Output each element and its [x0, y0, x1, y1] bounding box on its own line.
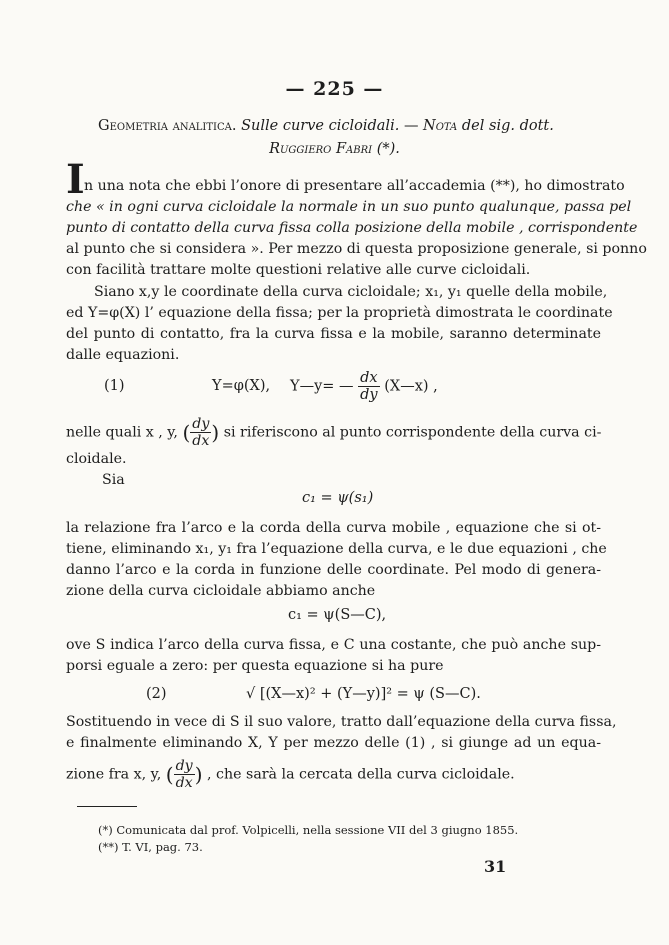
text-line: porsi eguale a zero: per questa equazione si ha pure — [66, 658, 444, 674]
text-line: tiene, eliminando x₁, y₁ fra l’equazione della curva, e le due equazioni , che — [66, 541, 607, 557]
fraction-denominator: dx — [192, 433, 210, 449]
text-line: che « in ogni curva cicloidale la normale in un suo punto qualunque, passa pel — [66, 199, 632, 215]
text-line: con facilità trattare molte questioni relative alle curve cicloidali. — [66, 262, 531, 278]
text-fragment: zione fra x, y, — [66, 766, 162, 783]
equation-1b — [290, 370, 438, 403]
text-line: punto di contatto della curva fissa colla posizione della mobile , corrispondente — [66, 220, 638, 236]
article-title — [98, 118, 598, 134]
text-line: zione della curva cicloidale abbiamo anche — [66, 583, 376, 599]
text-fragment: nelle quali x , y, — [66, 424, 178, 441]
text-fragment: si riferiscono al punto corrispondente della curva ci- — [223, 424, 602, 441]
title-rest: del sig. dott. — [461, 118, 554, 134]
title-dash: — — [403, 118, 419, 134]
article-author — [0, 141, 669, 157]
text-line: la relazione fra l’arco e la corda della curva mobile , equazione che si ot- — [66, 520, 601, 536]
text-line: al punto che si considera ». Per mezzo di questa proposizione generale, si ponno — [66, 241, 647, 257]
text-line: del punto di contatto, fra la curva fissa e la mobile, saranno determinate — [66, 326, 601, 342]
page-number: — 225 — — [285, 78, 384, 100]
equation-c1: c₁ = ψ(S—C), — [288, 607, 387, 623]
footnote-2: (**) T. VI, pag. 73. — [98, 840, 203, 854]
text-line-with-fraction: zione fra x, y, ( $\frac{dy}{dx}$ ) , che sarà la cercata della curva cicloidale. — [66, 758, 515, 791]
equation-2: √ [(X—x)² + (Y—y)]² = ψ (S—C). — [246, 686, 481, 702]
title-nota: Nota — [423, 118, 458, 134]
equation-1a: Y=φ(X), — [212, 378, 271, 394]
equation-label: (2) — [146, 686, 167, 702]
text-line: ed Y=φ(X) l’ equazione della fissa; per la proprietà dimostrata le coordinate — [66, 305, 613, 321]
text-fragment: , che sarà la cercata della curva cicloidale. — [207, 766, 515, 783]
sheet-number: 31 — [484, 857, 507, 876]
fraction — [358, 370, 379, 403]
fraction — [190, 416, 211, 449]
text-line: danno l’arco e la corda in funzione delle coordinate. Pel modo di genera- — [66, 562, 601, 578]
fraction — [174, 758, 195, 791]
text-line-with-fraction: nelle quali x , y, ( $\frac{dy}{dx}$ ) si riferiscono al punto corrispondente della curva ci- — [66, 416, 602, 449]
author-footnote-mark: (*). — [376, 141, 400, 157]
drop-cap: I — [66, 156, 85, 203]
fraction-numerator: dy — [192, 416, 210, 432]
fraction-denominator: dx — [175, 775, 193, 791]
fraction-numerator: dx — [358, 370, 379, 387]
text-line: n una nota che ebbi l’onore di presentare all’accademia (**), ho dimostrato — [84, 178, 625, 194]
text-line: e finalmente eliminando X, Y per mezzo delle (1) , si giunge ad un equa- — [66, 735, 601, 751]
fraction-numerator: dy — [175, 758, 193, 774]
author-name: Ruggiero Fabri — [269, 141, 373, 157]
eq1-rhs: (X—x) , — [384, 378, 438, 395]
eq1-lhs: Y—y= — — [290, 378, 354, 395]
title-subject: Sulle curve cicloidali. — [241, 118, 400, 134]
text-line: Siano x,y le coordinate della curva cicloidale; x₁, y₁ quelle della mobile, — [94, 284, 608, 300]
footnote-1: (*) Comunicata dal prof. Volpicelli, nella sessione VII del 3 giugno 1855. — [98, 823, 519, 837]
footnote-rule — [77, 806, 137, 807]
text-line: ove S indica l’arco della curva fissa, e C una costante, che può anche sup- — [66, 637, 601, 653]
fraction-denominator: dy — [360, 387, 378, 403]
text-line: Sia — [102, 472, 125, 488]
text-line: dalle equazioni. — [66, 347, 180, 363]
equation-sia: c₁ = ψ(s₁) — [302, 490, 374, 506]
title-rubric: Geometria analitica. — [98, 118, 237, 134]
text-line: cloidale. — [66, 451, 127, 467]
text-line: Sostituendo in vece di S il suo valore, tratto dall’equazione della curva fissa, — [66, 714, 617, 730]
equation-label: (1) — [104, 378, 125, 394]
